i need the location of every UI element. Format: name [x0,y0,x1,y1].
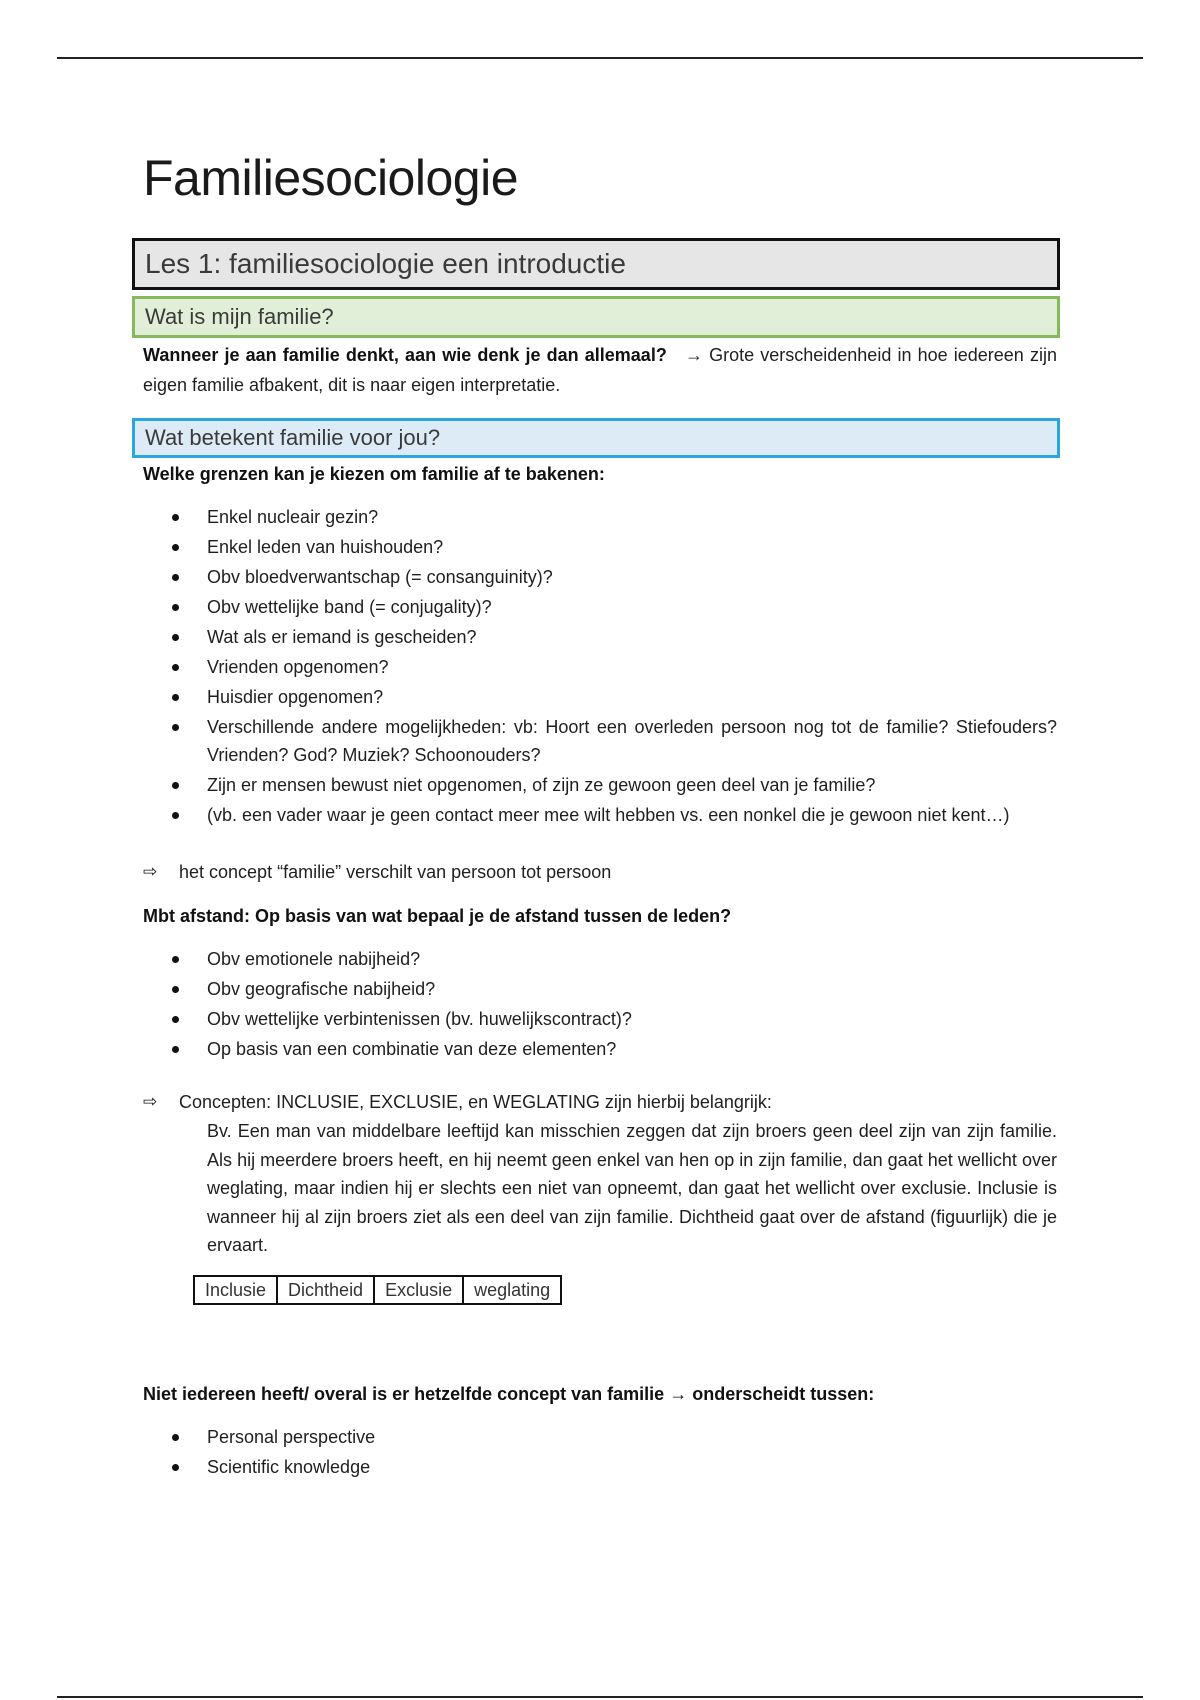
family-question-paragraph [143,340,1057,400]
hollow-arrow-icon: ⇨ [143,1092,158,1111]
list-item: Wat als er iemand is gescheiden? [143,623,1057,651]
hollow-arrow-icon: ⇨ [143,862,158,881]
list-item: Obv emotionele nabijheid? [143,945,1057,973]
lesson-heading: Les 1: familiesociologie een introductie [132,238,1060,290]
section-heading-my-family: Wat is mijn familie? [132,296,1060,338]
concepts-example: Bv. Een man van middelbare leeftijd kan misschien zeggen dat zijn broers geen deel zijn van zijn familie. Als hij meerdere broers heeft, en hij neemt geen enkel van hen op in zijn familie, dan gaat het wellicht over weglating, maar indien hij er slechts een niet van opneemt, dan gaat het wellicht over exclusie. Inclusie is wanneer hij al zijn broers ziet als een deel van zijn familie. Dichtheid gaat over de afstand (figuurlijk) die je ervaart. [207,1121,1057,1255]
boundaries-list [143,503,1057,829]
family-answer: Grote verscheidenheid in hoe iedereen zijn eigen familie afbakent, dit is naar eigen interpretatie. [143,345,1057,395]
arrow-icon: → [669,1383,688,1404]
list-item: Scientific knowledge [143,1453,1057,1481]
section-heading-family-meaning: Wat betekent familie voor jou? [132,418,1060,458]
perspective-list [143,1423,1057,1481]
concepts-text: Concepten: INCLUSIE, EXCLUSIE, en WEGLATING zijn hierbij belangrijk: [179,1092,772,1112]
header-rule [57,57,1143,59]
table-cell: Dichtheid [277,1276,374,1304]
perspective-statement [143,1379,1057,1409]
list-item: Obv wettelijke verbintenissen (bv. huwelijkscontract)? [143,1005,1057,1033]
list-item: Obv bloedverwantschap (= consanguinity)? [143,563,1057,591]
list-item: Op basis van een combinatie van deze elementen? [143,1035,1057,1063]
list-item: Huisdier opgenomen? [143,683,1057,711]
list-item: Personal perspective [143,1423,1057,1451]
list-item: Obv wettelijke band (= conjugality)? [143,593,1057,621]
table-row [194,1276,561,1304]
perspective-bold: Niet iedereen heeft/ overal is er hetzelfde concept van familie [143,1383,665,1404]
list-item: Obv geografische nabijheid? [143,975,1057,1003]
table-cell: weglating [463,1276,561,1304]
table-cell: Exclusie [374,1276,463,1304]
table-cell: Inclusie [194,1276,277,1304]
list-item: Vrienden opgenomen? [143,653,1057,681]
list-item: Zijn er mensen bewust niet opgenomen, of zijn ze gewoon geen deel van je familie? [143,771,1057,799]
concepts-table [193,1275,562,1305]
distance-question: Mbt afstand: Op basis van wat bepaal je de afstand tussen de leden? [143,906,732,926]
concepts-line [143,1087,1057,1117]
boundaries-question: Welke grenzen kan je kiezen om familie af te bakenen: [143,464,605,484]
conclusion-text: het concept “familie” verschilt van persoon tot persoon [179,862,612,882]
list-item: (vb. een vader waar je geen contact meer mee wilt hebben vs. een nonkel die je gewoon niet kent…) [143,801,1057,829]
list-item: Enkel nucleair gezin? [143,503,1057,531]
family-question: Wanneer je aan familie denkt, aan wie denk je dan allemaal? [143,345,667,365]
list-item: Enkel leden van huishouden? [143,533,1057,561]
perspective-bold-end: onderscheidt tussen: [692,1383,875,1404]
list-item: Verschillende andere mogelijkheden: vb: Hoort een overleden persoon nog tot de familie? Stiefouders? Vrienden? God? Muziek? Schoonouders? [143,713,1057,769]
distance-list [143,945,1057,1063]
concept-conclusion [143,857,1057,887]
document-title: Familiesociologie [143,150,518,206]
footer-rule [57,1696,1143,1698]
arrow-icon: → [684,345,703,365]
document-body [143,146,1057,1483]
